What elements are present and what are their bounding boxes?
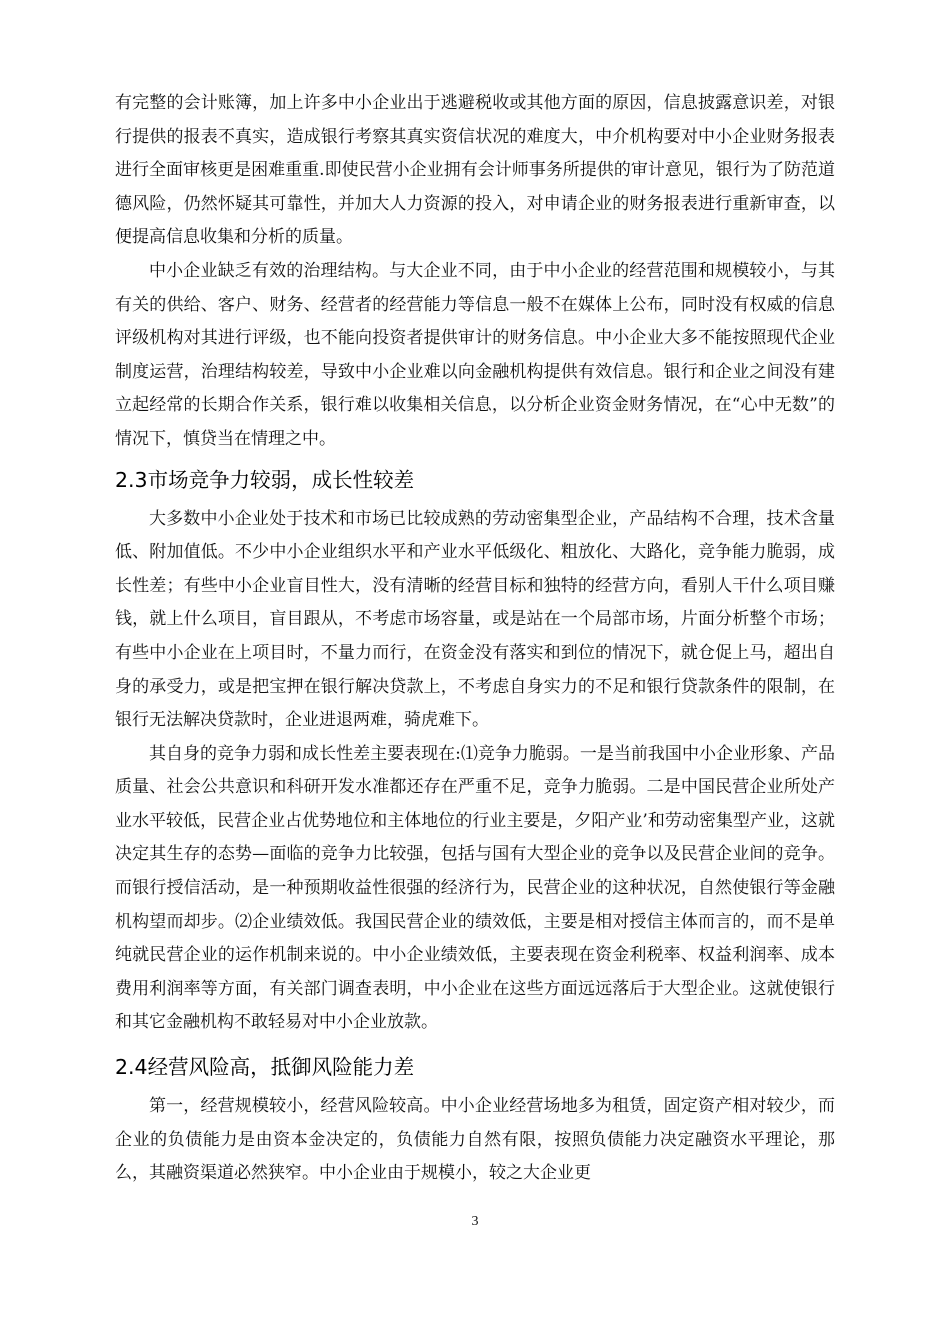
body-paragraph-4: 其自身的竞争力弱和成长性差主要表现在:⑴竞争力脆弱。一是当前我国中小企业形象、产品质量、社会公共意识和科研开发水准都还存在严重不足，竞争力脆弱。二是中国民营企业所处产业水平较低，民营企业占优势地位和主体地位的行业主要是，夕阳产业’和劳动密集型产业，这就决定其生存的态势—面临的竞争力比较强，包括与国有大型企业的竞争以及民营企业间的竞争。而银行授信活动，是一种预期收益性很强的经济行为，民营企业的这种状况，自然使银行等金融机构望而却步。⑵企业绩效低。我国民营企业的绩效低，主要是相对授信主体而言的，而不是单纯就民营企业的运作机制来说的。中小企业绩效低，主要表现在资金利税率、权益利润率、成本费用利润率等方面，有关部门调查表明，中小企业在这些方面远远落后于大型企业。这就使银行和其它金融机构不敢轻易对中小企业放款。 — [115, 743, 835, 1033]
body-paragraph-2: 中小企业缺乏有效的治理结构。与大企业不同，由于中小企业的经营范围和规模较小，与其有关的供给、客户、财务、经营者的经营能力等信息一般不在媒体上公布，同时没有权威的信息评级机构对其进行评级，也不能向投资者提供审计的财务信息。中小企业大多不能按照现代企业制度运营，治理结构较差，导致中小企业难以向金融机构提供有效信息。银行和企业之间没有建立起经常的长期合作关系，银行难以收集相关信息，以分析企业资金财务情况，在“心中无数”的情况下，慎贷当在情理之中。 — [115, 260, 835, 449]
section-heading-2-3: 2.3市场竞争力较弱，成长性较差 — [115, 467, 415, 492]
body-paragraph-5: 第一，经营规模较小，经营风险较高。中小企业经营场地多为租赁，固定资产相对较少，而企业的负债能力是由资本金决定的，负债能力自然有限，按照负债能力决定融资水平理论，那么，其融资渠道必然狭窄。中小企业由于规模小，较之大企业更 — [115, 1096, 835, 1184]
section-heading-2-4: 2.4经营风险高，抵御风险能力差 — [115, 1055, 415, 1080]
body-paragraph-1: 有完整的会计账簿，加上许多中小企业出于逃避税收或其他方面的原因，信息披露意识差，对银行提供的报表不真实，造成银行考察其真实资信状况的难度大，中介机构要对中小企业财务报表进行全面审核更是困难重重.即使民营小企业拥有会计师事务所提供的审计意见，银行为了防范道德风险，仍然怀疑其可靠性，并加大人力资源的投入，对申请企业的财务报表进行重新审查，以便提高信息收集和分析的质量。 — [115, 93, 835, 248]
page-number: 3 — [471, 1214, 479, 1229]
body-paragraph-3: 大多数中小企业处于技术和市场已比较成熟的劳动密集型企业，产品结构不合理，技术含量低、附加值低。不少中小企业组织水平和产业水平低级化、粗放化、大路化，竞争能力脆弱，成长性差；有些中小企业盲目性大，没有清晰的经营目标和独特的经营方向，看别人干什么项目赚钱，就上什么项目，盲目跟从，不考虑市场容量，或是站在一个局部市场，片面分析整个市场；有些中小企业在上项目时，不量力而行，在资金没有落实和到位的情况下，就仓促上马，超出自身的承受力，或是把宝押在银行解决贷款上，不考虑自身实力的不足和银行贷款条件的限制，在银行无法解决贷款时，企业进退两难，骑虎难下。 — [115, 508, 835, 731]
page-body — [115, 87, 835, 1191]
